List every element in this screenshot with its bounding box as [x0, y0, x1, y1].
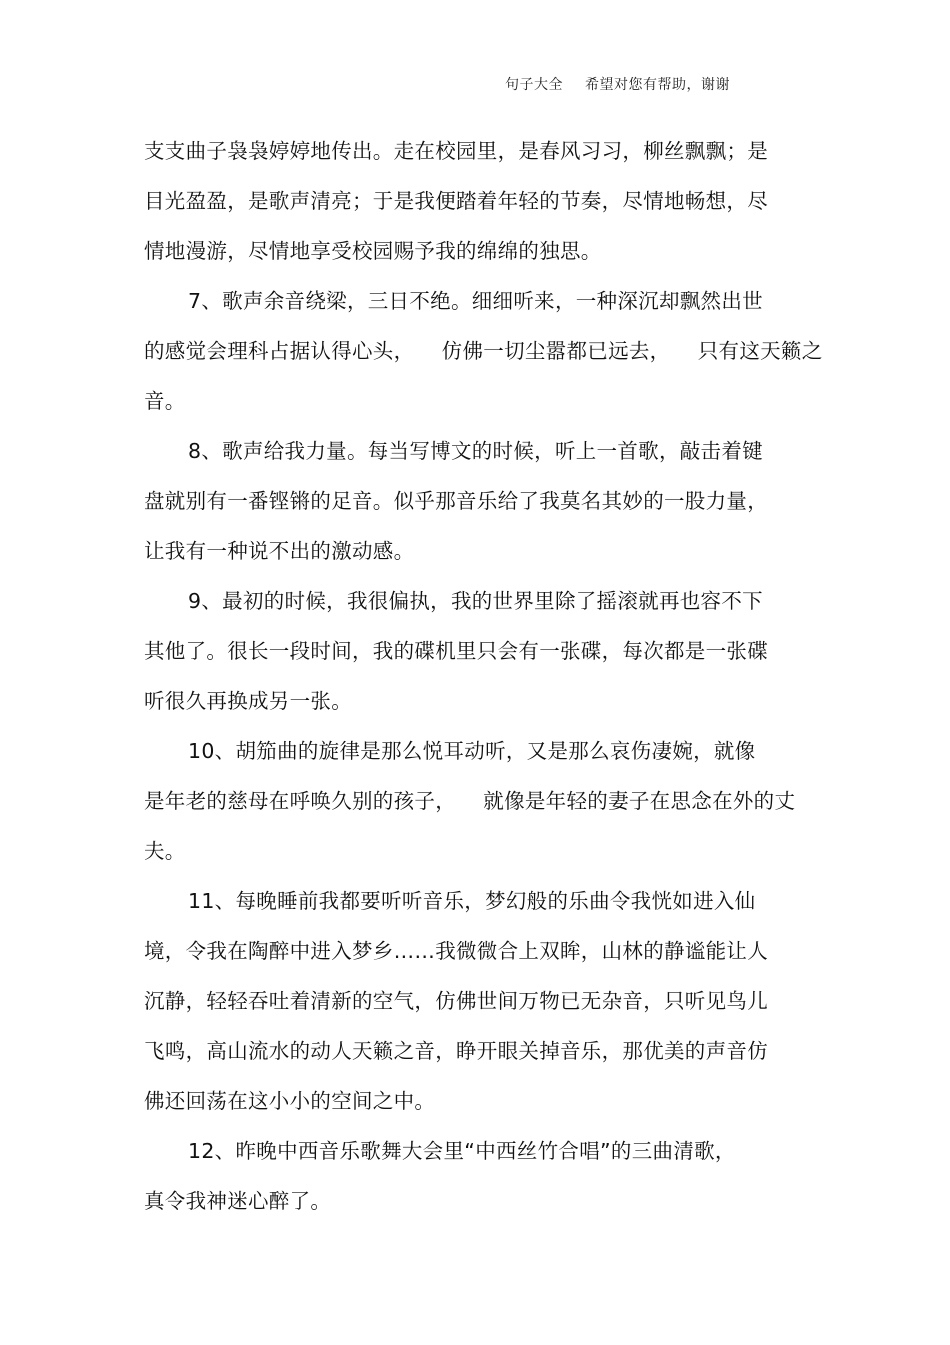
text-line: 盘就别有一番铿锵的足音。似乎那音乐给了我莫名其妙的一股力量， [144, 489, 768, 513]
paragraph-12 [144, 1126, 804, 1226]
text-line: 10、胡笳曲的旋律是那么悦耳动听，又是那么哀伤凄婉，就像 [188, 739, 756, 763]
text-line: 飞鸣，高山流水的动人天籁之音，睁开眼关掉音乐，那优美的声音仿 [144, 1039, 768, 1063]
text-line: 目光盈盈，是歌声清亮；于是我便踏着年轻的节奏，尽情地畅想，尽 [144, 189, 768, 213]
paragraph-7 [144, 276, 823, 426]
text-line: 12、昨晚中西音乐歌舞大会里“中西丝竹合唱”的三曲清歌， [188, 1139, 736, 1163]
paragraph [144, 126, 804, 276]
text-line: 听很久再换成另一张。 [144, 689, 352, 713]
text-line: 支支曲子袅袅婷婷地传出。走在校园里，是春风习习，柳丝飘飘；是 [144, 139, 768, 163]
text-line: 佛还回荡在这小小的空间之中。 [144, 1089, 436, 1113]
text-line: 沉静，轻轻吞吐着清新的空气，仿佛世间万物已无杂音，只听见鸟儿 [144, 989, 768, 1013]
text-line: 夫。 [144, 839, 186, 863]
page-header [505, 74, 730, 94]
header-right-text: 希望对您有帮助，谢谢 [585, 77, 730, 93]
text-line: 真令我神迷心醉了。 [144, 1189, 332, 1213]
paragraph-9 [144, 576, 804, 726]
text-line: 其他了。很长一段时间，我的碟机里只会有一张碟，每次都是一张碟 [144, 639, 768, 663]
text-line: 是年老的慈母在呼唤久别的孩子， 就像是年轻的妻子在思念在外的丈 [144, 789, 796, 813]
header-left-text: 句子大全 [505, 77, 563, 93]
text-line: 7、歌声余音绕梁，三日不绝。细细听来，一种深沉却飘然出世 [188, 289, 763, 313]
body-text [144, 126, 823, 1226]
paragraph-8 [144, 426, 804, 576]
text-line: 9、最初的时候，我很偏执，我的世界里除了摇滚就再也容不下 [188, 589, 763, 613]
text-line: 情地漫游，尽情地享受校园赐予我的绵绵的独思。 [144, 239, 602, 263]
text-line: 境，令我在陶醉中进入梦乡……我微微合上双眸，山林的静谧能让人 [144, 939, 768, 963]
text-line: 让我有一种说不出的激动感。 [144, 539, 415, 563]
text-line: 8、歌声给我力量。每当写博文的时候，听上一首歌，敲击着键 [188, 439, 763, 463]
paragraph-10 [144, 726, 804, 876]
text-line: 11、每晚睡前我都要听听音乐，梦幻般的乐曲令我恍如进入仙 [188, 889, 756, 913]
paragraph-11 [144, 876, 804, 1126]
text-line: 音。 [144, 389, 186, 413]
text-line: 的感觉会理科占据认得心头， 仿佛一切尘嚣都已远去， 只有这天籁之 [144, 339, 823, 363]
